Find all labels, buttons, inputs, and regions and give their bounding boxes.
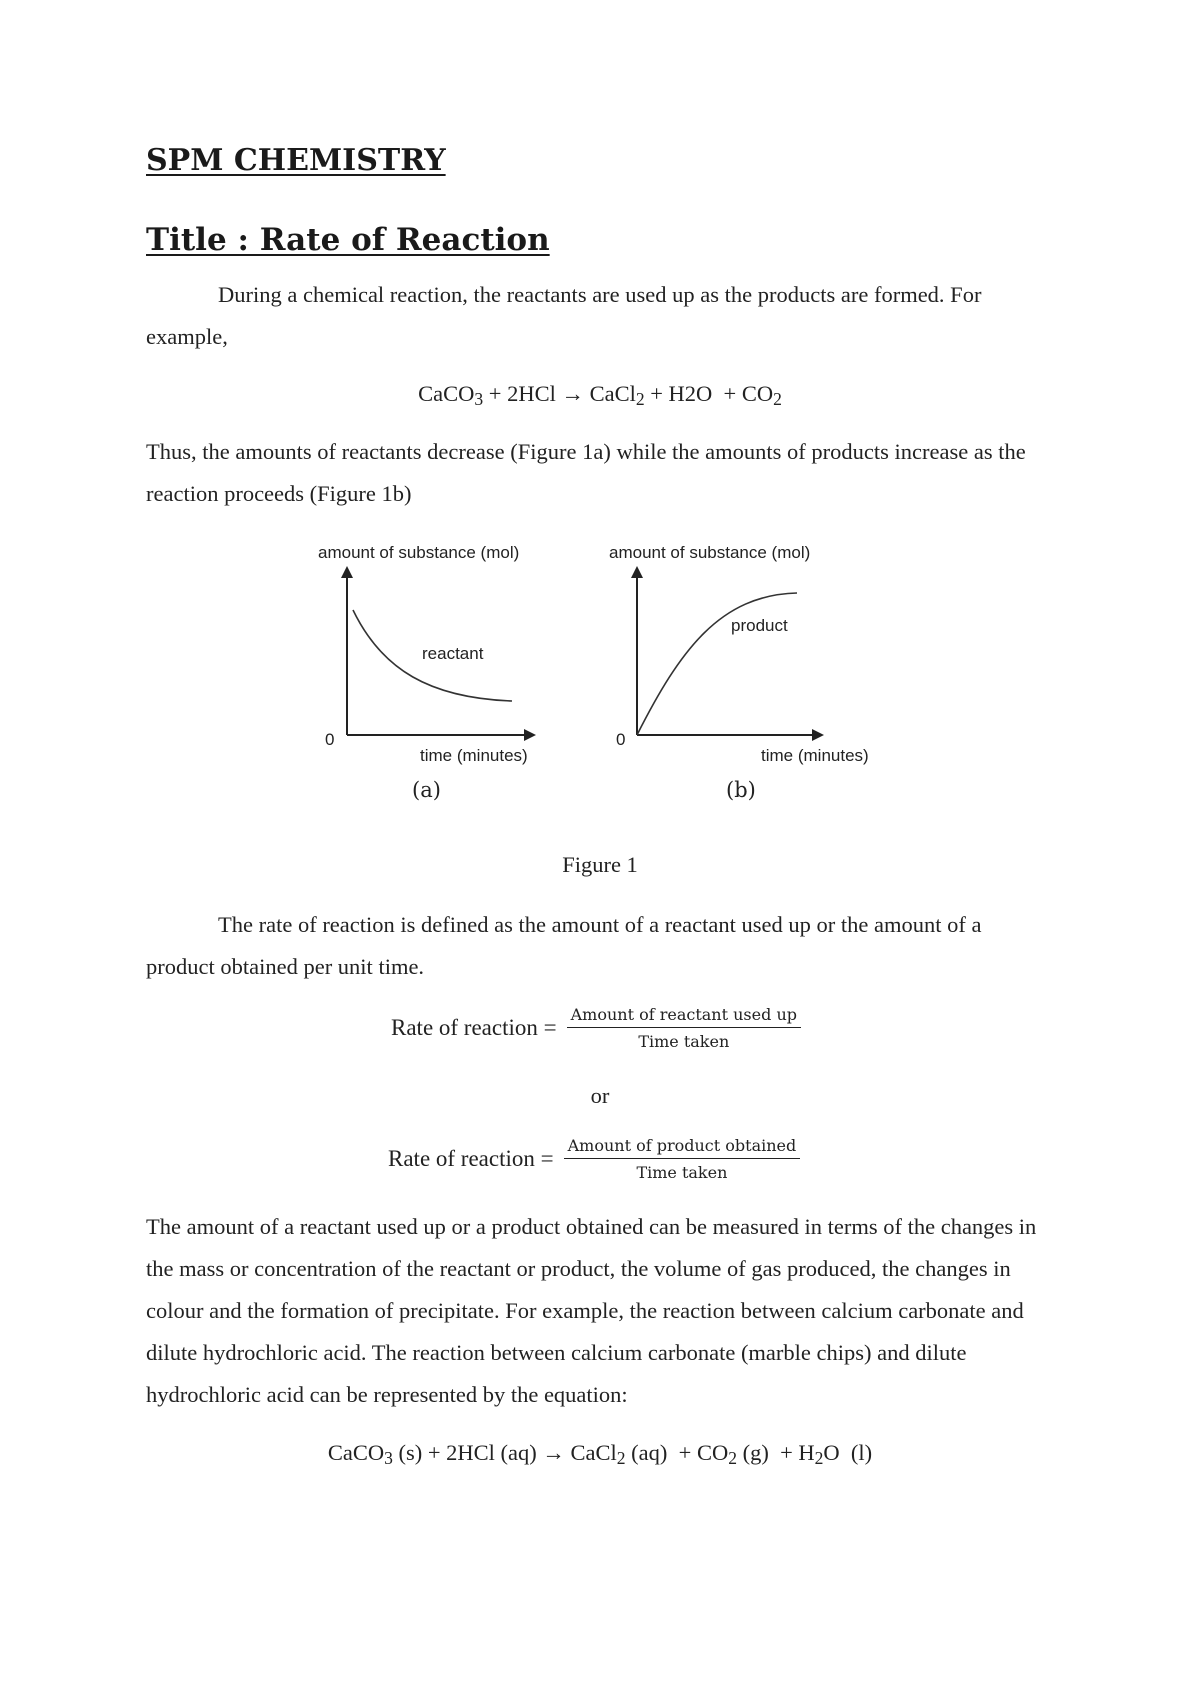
page-title: Title : Rate of Reaction — [146, 222, 550, 258]
formula-numerator: Amount of product obtained — [564, 1136, 801, 1159]
formula-fraction — [567, 1005, 801, 1051]
reactant-curve — [353, 610, 512, 701]
measurement-paragraph: The amount of a reactant used up or a product obtained can be measured in terms of the changes in the mass or concentration of the reactant or product, the volume of gas produced, the changes in colour and the formation of precipitate. For example, the reaction between calcium carbonate and dilute hydrochloric acid. The reaction between calcium carbonate (marble chips) and dilute hydrochloric acid can be represented by the equation: — [146, 1214, 1037, 1407]
graph-b-sublabel: (b) — [726, 778, 756, 802]
graph-a-curve-label: reactant — [422, 644, 484, 663]
graph-b-curve-label: product — [731, 616, 788, 635]
graph-a-x-axis-label: time (minutes) — [420, 746, 528, 765]
figure-1 — [0, 530, 1200, 820]
graph-a-sublabel: (a) — [412, 778, 441, 802]
or-separator: or — [590, 1083, 610, 1108]
graph-a-y-arrow — [341, 566, 353, 578]
graph-b-x-arrow — [812, 729, 824, 741]
graph-a-origin-label: 0 — [325, 730, 335, 749]
rate-formula-product — [388, 1136, 800, 1182]
formula-lhs: Rate of reaction = — [388, 1146, 554, 1171]
formula-lhs: Rate of reaction = — [391, 1015, 557, 1040]
formula-fraction — [564, 1136, 801, 1182]
graph-b-origin-label: 0 — [616, 730, 626, 749]
rate-formula-reactant — [391, 1005, 801, 1051]
graph-b-y-arrow — [631, 566, 643, 578]
graph-b-y-axis-label: amount of substance (mol) — [609, 543, 811, 562]
figure-graphics — [0, 530, 1200, 820]
graph-a-x-arrow — [524, 729, 536, 741]
graph-a-axes — [347, 576, 527, 735]
formula-denominator: Time taken — [636, 1163, 728, 1182]
reaction-equation-1: CaCO$_3$ + 2HCl → CaCl$_2$ + $H2O + CO_2$ — [418, 381, 782, 409]
graph-b-axes — [637, 576, 815, 735]
formula-denominator: Time taken — [638, 1032, 730, 1051]
document-header: SPM CHEMISTRY — [146, 143, 446, 178]
definition-paragraph: The rate of reaction is defined as the amount of a reactant used up or the amount of a product obtained per unit time. — [146, 912, 982, 979]
graph-b-x-axis-label: time (minutes) — [761, 746, 869, 765]
graph-a-y-axis-label: amount of substance (mol) — [318, 543, 520, 562]
formula-numerator: Amount of reactant used up — [567, 1005, 801, 1028]
figure-intro-paragraph: Thus, the amounts of reactants decrease (Figure 1a) while the amounts of products increase as the reaction proceeds (Figure 1b) — [146, 439, 1026, 506]
product-curve — [637, 593, 797, 735]
figure-caption: Figure 1 — [562, 852, 638, 877]
reaction-equation-2: CaCO$_3$ (s) + 2HCl (aq) → CaCl$_2$ $(aq) + CO_2$ $(g) + H_2O$ (l) — [327, 1440, 873, 1468]
intro-paragraph: During a chemical reaction, the reactants are used up as the products are formed. For example, — [146, 282, 982, 349]
